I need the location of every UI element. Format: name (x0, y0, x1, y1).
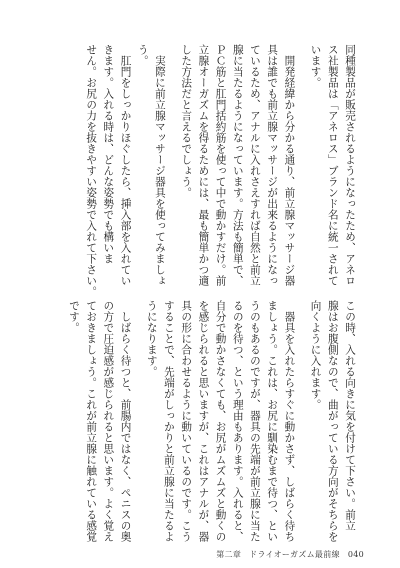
top-text-block (82, 44, 358, 297)
text-column: 立腺オーガズムを得るためには、最も簡単かつ適 (197, 44, 210, 286)
paragraph-gap (297, 44, 306, 284)
text-column: この時、入れる向きに気を付けて下さい。前立 (344, 300, 356, 531)
text-column: うのもあるのですが、器具の先端が前立腺に当た (248, 300, 261, 542)
text-column: う。 (136, 44, 149, 66)
text-column: 同種製品が販売されるようになったため、アネロ (344, 44, 356, 286)
footer-title: ドライオーガズム最前線 (249, 550, 340, 559)
footer-page-number: 040 (347, 550, 364, 559)
text-column: 自分で動かさなくても、お尻がムズムズと動くの (214, 300, 227, 542)
text-column: ＰＣ筋と肛門括約筋を使って中で動かすだけ。前 (214, 44, 227, 286)
text-column: ておきましょう。これが前立腺に触れている感覚 (85, 300, 98, 542)
text-column: 向くように入れます。 (309, 300, 322, 410)
text-column: した方法だと言えるでしょう。 (180, 44, 193, 198)
text-column: るのを待つ、という理由もあります。入れると、 (231, 300, 244, 542)
page-footer (0, 549, 400, 561)
bottom-text-block (65, 300, 358, 540)
text-column: います。 (309, 44, 322, 88)
text-column: 腺に当たるようになっています。方法も簡単で、 (231, 44, 244, 286)
text-column: することで、先端がしっかりと前立腺に当たるよ (162, 300, 175, 542)
footer-chapter: 第二章 (216, 550, 242, 559)
text-column: の方で圧迫感が感じられると思います。よく覚え (102, 300, 115, 542)
text-column: 腺はお腹側なので、曲がっている方向がそちらを (326, 300, 339, 542)
text-column: しばらく待つと、前腸内ではなく、ペニスの奥 (119, 300, 132, 542)
text-column: です。 (67, 300, 80, 333)
text-column: きます。入れる時は、どんな姿勢でも構いま (102, 44, 115, 264)
text-column: ているため、アナルに入れさえすれば自然と前立 (248, 44, 261, 286)
paragraph-gap (134, 300, 143, 540)
text-column: 実際に前立腺マッサージ器具を使ってみましょ (153, 44, 166, 286)
text-column: うになります。 (145, 300, 158, 377)
text-column: 器具を入れたらすぐに動かさず、しばらく待ち (283, 300, 296, 542)
text-column: 肛門をしっかりほぐしたら、挿入部を入れてい (119, 44, 132, 286)
paragraph-gap (297, 300, 306, 540)
text-column: 開発経緯から分かる通り、前立腺マッサージ器 (283, 44, 296, 286)
paragraph-gap (168, 44, 177, 284)
text-column: 具は誰でも前立腺マッサージが出来るようになっ (266, 44, 279, 286)
text-column: 具の形に合わせるように動いているのです。こう (180, 300, 193, 542)
text-column: を感じられると思いますが、これはアナルが、器 (197, 300, 210, 542)
text-column: せん。お尻の力を抜きやすい姿勢で入れて下さい。 (85, 44, 98, 297)
text-column: ましょう。これは、お尻に馴染むまで待つ、とい (266, 300, 279, 542)
text-column: ス社製品は「アネロス」ブランド名に統一されて (326, 44, 339, 286)
